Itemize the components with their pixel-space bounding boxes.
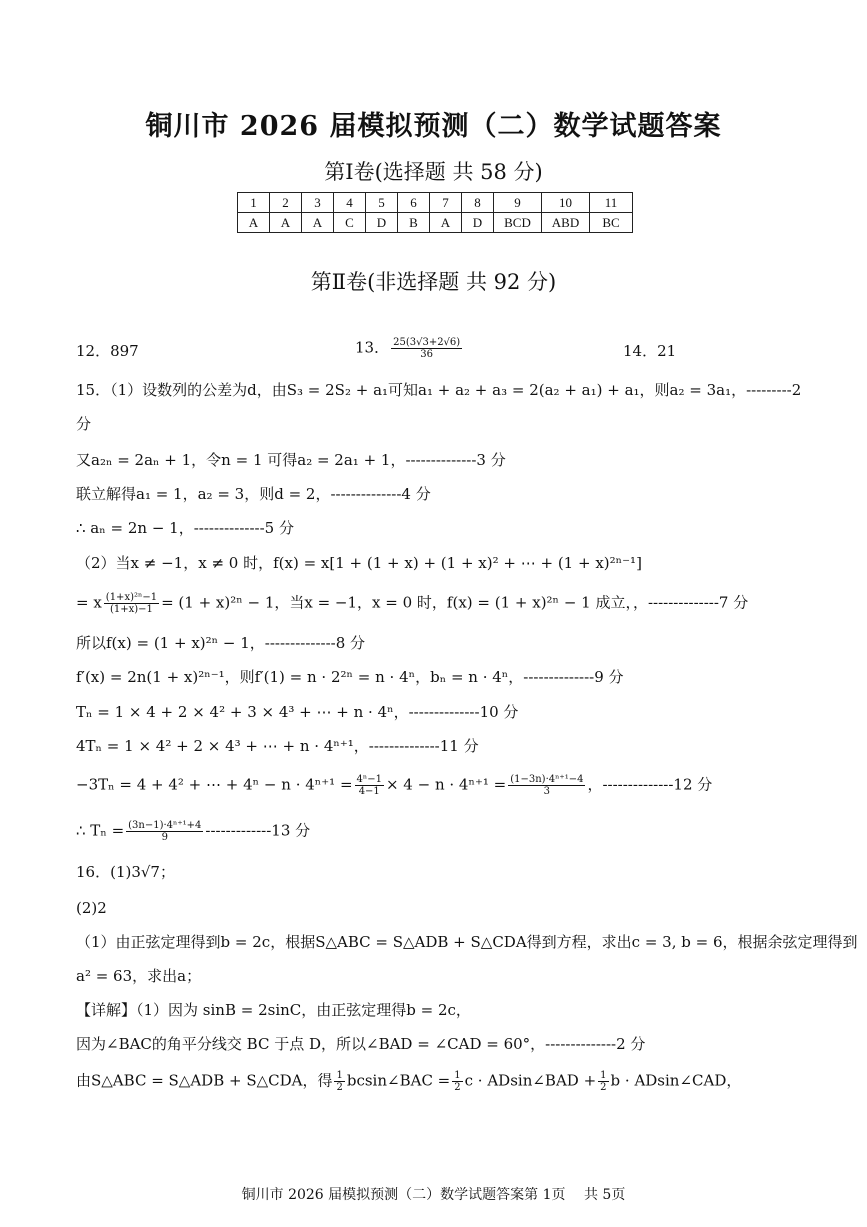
q15-line: 联立解得a₁ = 1，a₂ = 3，则d = 2，--------------4 分 xyxy=(76,485,431,503)
table-cell: A xyxy=(238,213,270,233)
q15-line: ∴ aₙ = 2n − 1，--------------5 分 xyxy=(76,519,294,537)
fraction-numerator: (1+x)²ⁿ−1 xyxy=(105,592,158,603)
section2-title: 第Ⅱ卷(非选择题 共 92 分) xyxy=(310,270,557,294)
q15-line xyxy=(76,592,748,615)
table-cell: BC xyxy=(590,213,633,233)
answer-table-answer-row xyxy=(238,213,633,233)
fraction-numerator: 1 xyxy=(336,1070,343,1081)
q16-line: 16．(1)3√7； xyxy=(76,863,175,881)
q15-line: 4Tₙ = 1 × 4² + 2 × 4³ + ⋯ + n · 4ⁿ⁺¹，--------------11 分 xyxy=(76,737,479,755)
answer-q13 xyxy=(355,337,464,360)
q16-line xyxy=(76,1070,741,1093)
text-segment: b · ADsin∠CAD， xyxy=(610,1071,742,1090)
q16-line: （1）由正弦定理得到b = 2c，根据S△ABC = S△ADB + S△CDA得到方程，求出c = 3, b = 6，根据余弦定理得到 xyxy=(76,933,858,951)
table-cell: 6 xyxy=(398,193,430,213)
fraction xyxy=(508,774,585,797)
table-cell: A xyxy=(302,213,334,233)
table-cell: 1 xyxy=(238,193,270,213)
q15-line: 所以f(x) = (1 + x)²ⁿ − 1，--------------8 分 xyxy=(76,634,366,652)
text-segment: = (1 + x)²ⁿ − 1，当x = −1，x = 0 时，f(x) = (1 + x)²ⁿ − 1 成立，，--------------7 分 xyxy=(161,593,749,612)
table-cell: 5 xyxy=(366,193,398,213)
table-cell: 4 xyxy=(334,193,366,213)
fraction xyxy=(355,774,384,797)
page-title: 铜川市 2026 届模拟预测（二）数学试题答案 xyxy=(145,111,722,142)
fraction-denominator: 2 xyxy=(336,1082,343,1093)
table-cell: A xyxy=(270,213,302,233)
section1-title: 第Ⅰ卷(选择题 共 58 分) xyxy=(324,160,543,184)
table-cell: B xyxy=(398,213,430,233)
q15-line: f′(x) = 2n(1 + x)²ⁿ⁻¹，则f′(1) = n · 2²ⁿ = n · 4ⁿ，bₙ = n · 4ⁿ，--------------9 分 xyxy=(76,668,624,686)
fraction-numerator: 1 xyxy=(600,1070,607,1081)
fraction-numerator: 25(3√3+2√6) xyxy=(393,337,461,348)
table-cell: ABD xyxy=(542,213,590,233)
text-segment: 由S△ABC = S△ADB + S△CDA，得 xyxy=(76,1071,333,1090)
fraction-denominator: 3 xyxy=(543,786,551,797)
q15-line: Tₙ = 1 × 4 + 2 × 4² + 3 × 4³ + ⋯ + n · 4ⁿ，--------------10 分 xyxy=(76,703,519,721)
fraction-numerator: 4ⁿ−1 xyxy=(356,774,382,785)
table-cell: BCD xyxy=(494,213,542,233)
answer-q12: 12．897 xyxy=(76,342,139,360)
table-cell: D xyxy=(462,213,494,233)
table-cell: D xyxy=(366,213,398,233)
q15-line xyxy=(76,774,712,797)
table-cell: 3 xyxy=(302,193,334,213)
text-segment: bcsin∠BAC = xyxy=(346,1071,451,1090)
q16-line: a² = 63，求出a； xyxy=(76,967,202,985)
text-segment: ，--------------12 分 xyxy=(587,775,713,794)
table-cell: C xyxy=(334,213,366,233)
q13-fraction xyxy=(391,337,462,360)
fraction-denominator: 2 xyxy=(454,1082,461,1093)
text-segment: × 4 − n · 4ⁿ⁺¹ = xyxy=(385,775,507,794)
text-segment: ∴ Tₙ = xyxy=(76,821,125,840)
table-cell: 7 xyxy=(430,193,462,213)
table-cell: 10 xyxy=(542,193,590,213)
table-cell: A xyxy=(430,213,462,233)
q16-line: 因为∠BAC的角平分线交 BC 于点 D，所以∠BAD = ∠CAD = 60°，--------------2 分 xyxy=(76,1035,646,1053)
fraction-half xyxy=(334,1070,344,1093)
q15-line: （2）当x ≠ −1，x ≠ 0 时，f(x) = x[1 + (1 + x) + (1 + x)² + ⋯ + (1 + x)²ⁿ⁻¹] xyxy=(76,554,642,572)
fraction xyxy=(104,592,159,615)
page-footer: 铜川市 2026 届模拟预测（二）数学试题答案第 1页 共 5页 xyxy=(241,1187,626,1203)
fraction-denominator: 4−1 xyxy=(358,786,380,797)
fraction-half xyxy=(452,1070,462,1093)
fraction-numerator: (1−3n)·4ⁿ⁺¹−4 xyxy=(510,774,584,785)
text-segment: = x xyxy=(76,593,102,612)
answer-table-number-row xyxy=(238,193,633,213)
answer-q14: 14．21 xyxy=(623,342,677,360)
text-segment: c · ADsin∠BAD + xyxy=(464,1071,597,1090)
q15-line: 15．（1）设数列的公差为d，由S₃ = 2S₂ + a₁可知a₁ + a₂ + a₃ = 2(a₂ + a₁) + a₁，则a₂ = 3a₁，---------2 xyxy=(76,381,802,399)
fraction-half xyxy=(598,1070,608,1093)
q15-line: 分 xyxy=(76,415,92,433)
answer-table xyxy=(237,192,633,233)
table-cell: 8 xyxy=(462,193,494,213)
table-cell: 11 xyxy=(590,193,633,213)
fraction-denominator: 36 xyxy=(420,349,434,360)
text-segment: -------------13 分 xyxy=(205,821,311,840)
fraction-numerator: 1 xyxy=(454,1070,461,1081)
table-cell: 2 xyxy=(270,193,302,213)
q13-label: 13． xyxy=(355,338,390,357)
fraction-denominator: 9 xyxy=(161,832,168,843)
fraction-denominator: 2 xyxy=(600,1082,607,1093)
fraction-denominator: (1+x)−1 xyxy=(109,604,153,615)
text-segment: −3Tₙ = 4 + 4² + ⋯ + 4ⁿ − n · 4ⁿ⁺¹ = xyxy=(76,775,353,794)
q16-line: (2)2 xyxy=(76,899,107,917)
q16-line: 【详解】（1）因为 sinB = 2sinC，由正弦定理得b = 2c， xyxy=(76,1001,471,1019)
fraction-numerator: (3n−1)·4ⁿ⁺¹+4 xyxy=(128,820,202,831)
q15-line: 又a₂ₙ = 2aₙ + 1，令n = 1 可得a₂ = 2a₁ + 1，--------------3 分 xyxy=(76,451,506,469)
q15-line xyxy=(76,820,310,843)
table-cell: 9 xyxy=(494,193,542,213)
fraction xyxy=(126,820,203,843)
